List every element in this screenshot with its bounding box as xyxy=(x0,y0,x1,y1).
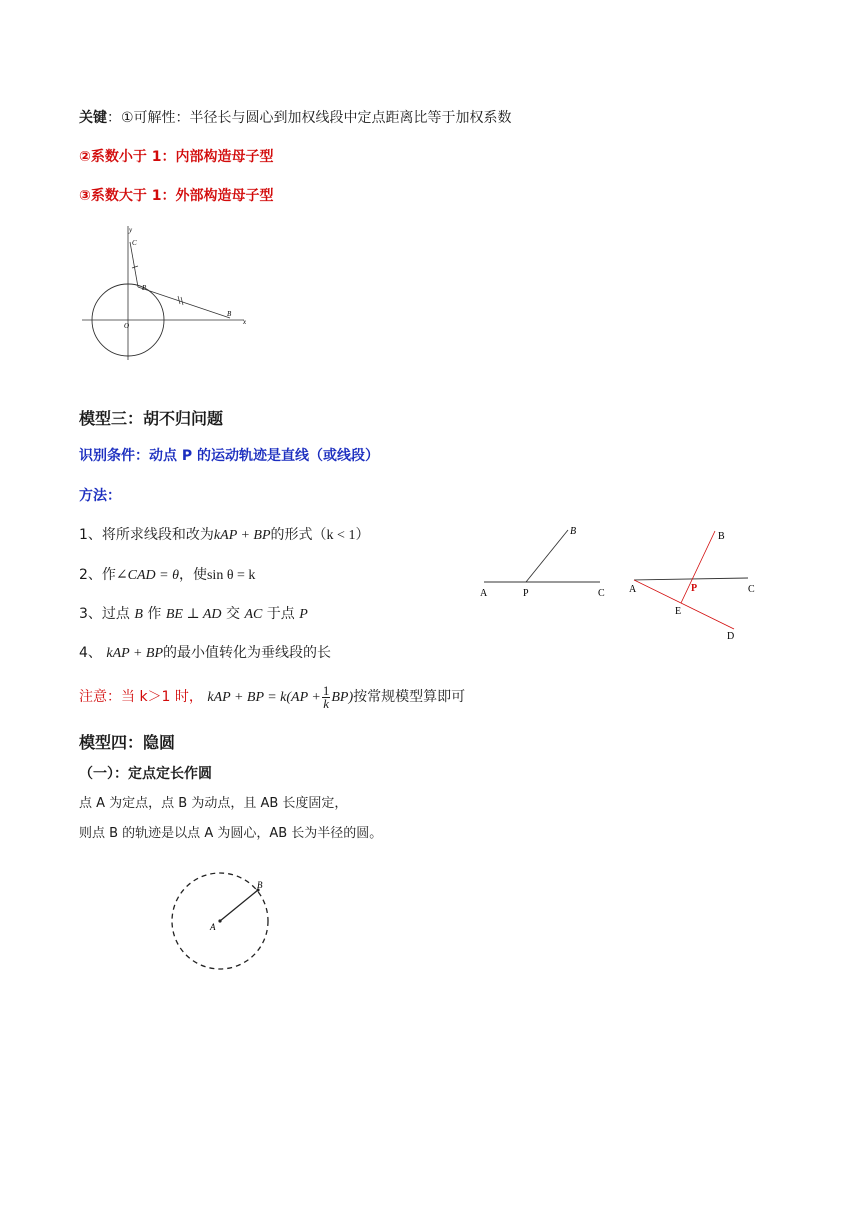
model4-title: 模型四：隐圆 xyxy=(79,733,176,752)
note-fraction-num: 1 xyxy=(322,682,330,698)
note-fraction xyxy=(322,682,331,711)
model4-sub1: （一）：定点定长作圆 xyxy=(79,766,212,782)
ray-pb xyxy=(526,530,568,582)
line-ac xyxy=(634,578,748,580)
step-3 xyxy=(79,604,308,625)
label-b: B xyxy=(227,310,232,318)
segment-cp xyxy=(130,242,138,287)
step1-post: ） xyxy=(355,527,370,543)
label-c: C xyxy=(132,239,137,247)
note-label: 注意：当 k＞1 时， xyxy=(79,689,203,705)
figure-fixed-point-circle xyxy=(166,866,276,976)
step2-eq: sin θ = k xyxy=(206,568,256,583)
label-b: B xyxy=(257,880,263,890)
step1-cond: k < 1 xyxy=(326,528,356,543)
note-tail: 按常规模型算即可 xyxy=(353,689,466,705)
model4-line1: 点 A 为定点，点 B 为动点，且 AB 长度固定， xyxy=(79,796,348,811)
step2-mid: ，使 xyxy=(178,567,207,583)
label-c: C xyxy=(748,584,755,595)
figure-hubugui-basic xyxy=(476,520,616,600)
step2-angle: ∠CAD = θ xyxy=(115,568,179,583)
key-item-3: ③系数大于 1：外部构造母子型 xyxy=(79,188,274,204)
label-y: y xyxy=(129,226,133,234)
tick-pb xyxy=(178,296,180,304)
figure-weighted-circle xyxy=(80,222,250,362)
step1-mid: 的形式（ xyxy=(270,527,327,543)
figure-hubugui-construction xyxy=(626,525,766,650)
model3-method: 方法： xyxy=(79,488,121,504)
step3-mid3: 于点 xyxy=(266,606,295,622)
line-ad xyxy=(634,580,734,629)
model3-note xyxy=(79,680,465,714)
key-text: ①可解性：半径长与圆心到加权线段中定点距离比等于加权系数 xyxy=(121,110,512,126)
key-colon: ： xyxy=(107,110,121,126)
key-line xyxy=(79,108,512,128)
tick-cp xyxy=(132,266,138,268)
step3-pre: 3、过点 xyxy=(79,606,130,622)
segment-ab xyxy=(220,890,258,921)
step3-ac: AC xyxy=(244,607,263,622)
step3-b: B xyxy=(134,607,143,622)
tick-pb-2 xyxy=(181,297,183,305)
step-4 xyxy=(79,643,331,664)
segment-pb xyxy=(138,287,230,318)
label-d: D xyxy=(727,631,735,642)
label-x: x xyxy=(243,318,247,326)
step3-mid1: 作 xyxy=(147,606,162,622)
model4-line2: 则点 B 的轨迹是以点 A 为圆心，AB 长为半径的圆。 xyxy=(79,826,383,841)
label-a: A xyxy=(480,588,488,599)
label-b: B xyxy=(718,531,725,542)
label-a: A xyxy=(629,584,637,595)
label-b: B xyxy=(570,526,577,537)
label-e: E xyxy=(675,606,682,617)
step4-pre: 4、 xyxy=(79,645,102,661)
step4-post: 的最小值转化为垂线段的长 xyxy=(163,645,331,661)
step3-perp: BE ⊥ AD xyxy=(165,607,222,622)
label-a: A xyxy=(210,922,216,932)
label-c: C xyxy=(598,588,605,599)
note-fraction-den: k xyxy=(323,695,329,711)
point-a xyxy=(218,919,221,922)
line-be xyxy=(681,531,715,603)
label-o: O xyxy=(124,322,130,330)
step4-expr: kAP + BP xyxy=(106,646,163,661)
note-expr-a: kAP + BP = k(AP + xyxy=(207,690,321,705)
step1-pre: 1、将所求线段和改为 xyxy=(79,527,214,543)
step-1 xyxy=(79,525,369,546)
label-p: P xyxy=(523,588,529,599)
step2-pre: 2、作 xyxy=(79,567,116,583)
label-p: P xyxy=(691,583,698,594)
model3-condition: 识别条件：动点 P 的运动轨迹是直线（或线段） xyxy=(79,448,380,464)
step3-mid2: 交 xyxy=(225,606,240,622)
step-2 xyxy=(79,565,255,586)
key-item-2: ②系数小于 1：内部构造母子型 xyxy=(79,149,274,165)
step1-expr: kAP + BP xyxy=(213,528,271,543)
model3-title: 模型三：胡不归问题 xyxy=(79,409,224,428)
key-label: 关键 xyxy=(79,110,107,126)
note-expr-b: BP) xyxy=(331,690,354,705)
label-p: P xyxy=(142,284,147,292)
step3-p: P xyxy=(299,607,308,622)
